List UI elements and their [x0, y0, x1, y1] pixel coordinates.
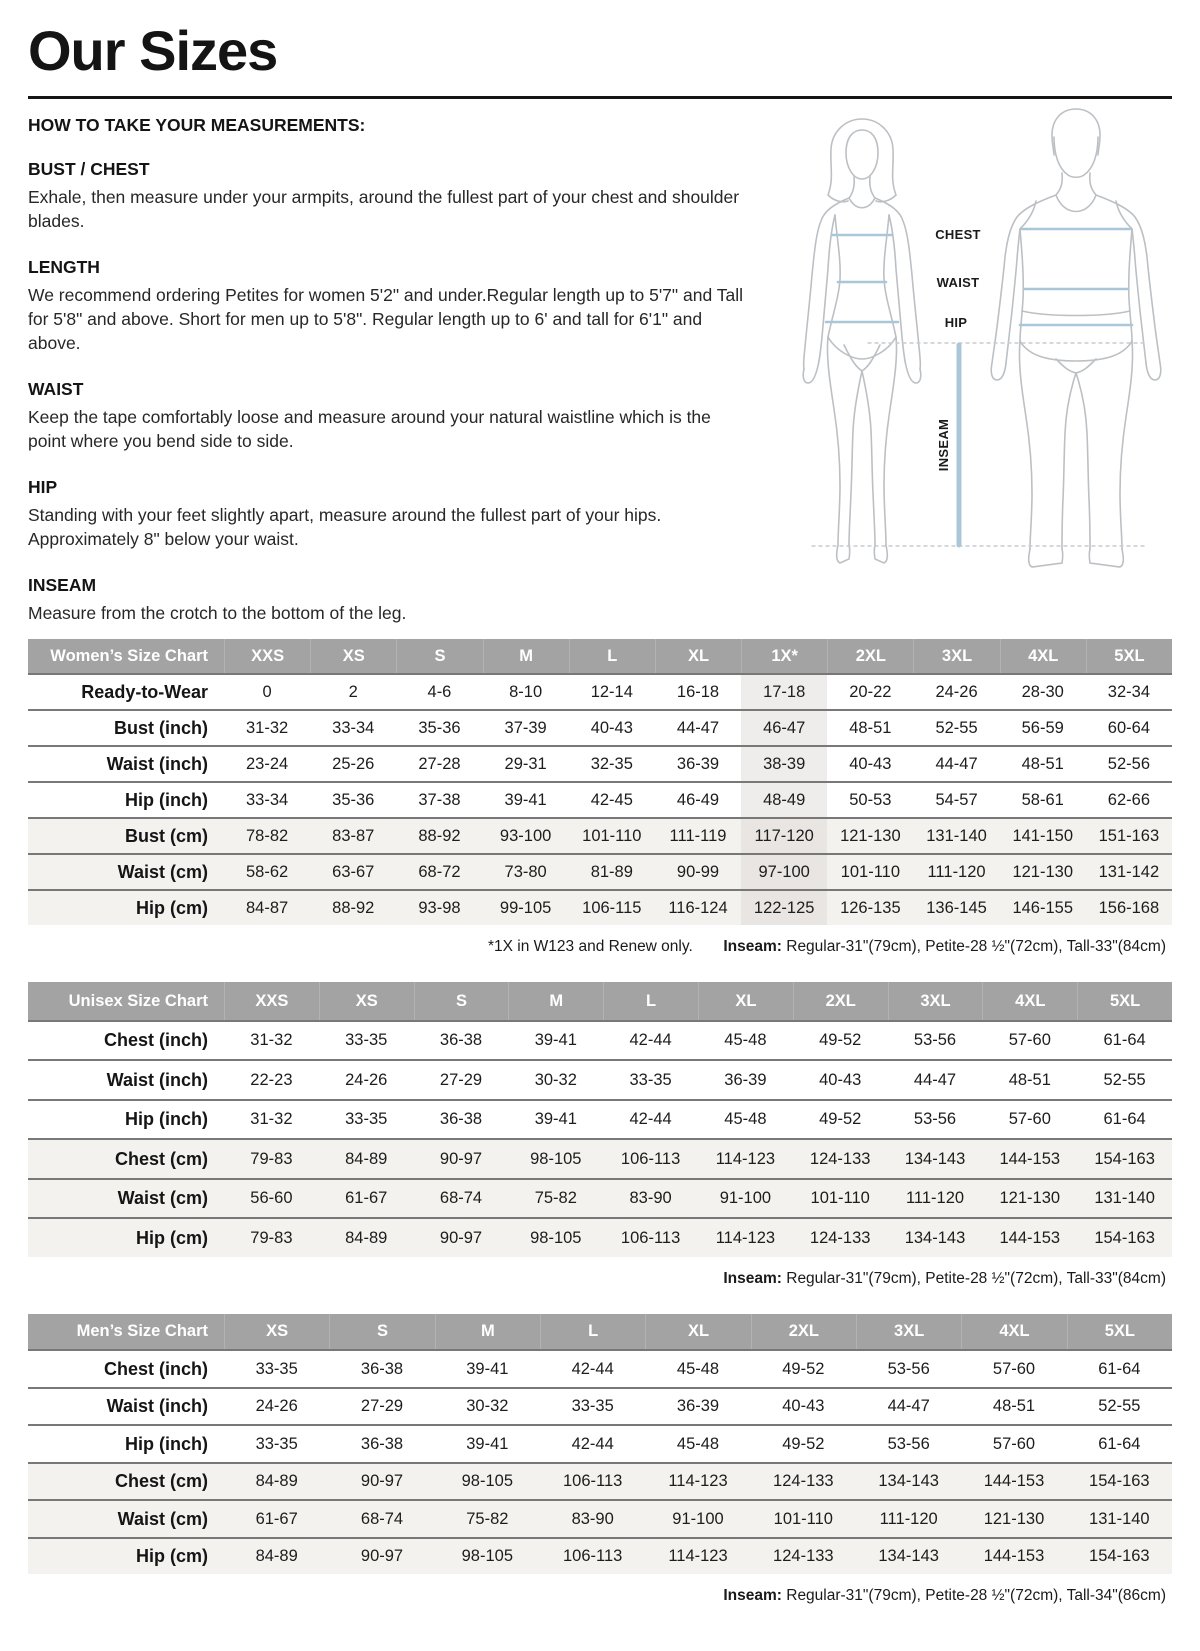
size-cell: 35-36 [310, 781, 396, 817]
size-cell: 124-133 [793, 1217, 888, 1257]
size-cell: 84-87 [224, 889, 310, 925]
size-cell: 45-48 [645, 1424, 750, 1462]
inseam-label: INSEAM [936, 418, 951, 471]
section-title: BUST / CHEST [28, 158, 150, 179]
size-cell: 29-31 [483, 745, 569, 781]
size-cell: 98-105 [508, 1138, 603, 1178]
size-cell: 111-120 [856, 1499, 961, 1537]
size-cell: 33-35 [319, 1020, 414, 1060]
size-cell: 39-41 [508, 1020, 603, 1060]
section-title: LENGTH [28, 256, 100, 277]
row-label: Chest (inch) [28, 1020, 224, 1060]
size-cell: 81-89 [569, 853, 655, 889]
size-cell: 48-49 [741, 781, 827, 817]
size-cell: 17-18 [741, 673, 827, 709]
size-cell: 97-100 [741, 853, 827, 889]
size-cell: 33-34 [224, 781, 310, 817]
size-cell: 79-83 [224, 1217, 319, 1257]
size-cell: 33-35 [224, 1349, 329, 1387]
size-cell: 40-43 [827, 745, 913, 781]
unisex-size-chart [28, 982, 1172, 1294]
size-cell: 24-26 [224, 1387, 329, 1425]
size-cell: 37-38 [396, 781, 482, 817]
size-cell: 90-99 [655, 853, 741, 889]
womens-footnote [28, 925, 1172, 962]
size-cell: 33-35 [540, 1387, 645, 1425]
size-cell: 49-52 [751, 1349, 856, 1387]
inseam-note-text: Regular-31"(79cm), Petite-28 ½"(72cm), Tall-34"(86cm) [781, 1587, 1166, 1605]
size-cell: 44-47 [913, 745, 999, 781]
size-cell: 4-6 [396, 673, 482, 709]
size-column-header: 2XL [793, 982, 888, 1020]
unisex-inseam-note [723, 1270, 1166, 1288]
size-cell: 90-97 [414, 1217, 509, 1257]
size-cell: 44-47 [655, 709, 741, 745]
mens-size-chart [28, 1314, 1172, 1612]
row-label: Waist (inch) [28, 1387, 224, 1425]
size-cell: 124-133 [751, 1462, 856, 1500]
size-cell: 31-32 [224, 1099, 319, 1139]
unisex-footnote [28, 1257, 1172, 1294]
size-cell: 114-123 [698, 1217, 793, 1257]
size-cell: 106-113 [540, 1462, 645, 1500]
size-cell: 121-130 [1000, 853, 1086, 889]
size-cell: 90-97 [329, 1537, 434, 1575]
size-cell: 124-133 [793, 1138, 888, 1178]
size-cell: 22-23 [224, 1059, 319, 1099]
size-cell: 53-56 [856, 1349, 961, 1387]
size-cell: 32-34 [1086, 673, 1172, 709]
size-cell: 84-89 [319, 1138, 414, 1178]
size-cell: 61-64 [1077, 1020, 1172, 1060]
row-label: Ready-to-Wear [28, 673, 224, 709]
size-cell: 35-36 [396, 709, 482, 745]
size-cell: 83-87 [310, 817, 396, 853]
size-cell: 144-153 [961, 1462, 1066, 1500]
size-cell: 101-110 [827, 853, 913, 889]
row-label: Chest (inch) [28, 1349, 224, 1387]
size-cell: 68-74 [329, 1499, 434, 1537]
size-cell: 31-32 [224, 709, 310, 745]
size-cell: 57-60 [982, 1099, 1077, 1139]
size-cell: 42-44 [540, 1349, 645, 1387]
row-label: Bust (cm) [28, 817, 224, 853]
size-cell: 126-135 [827, 889, 913, 925]
size-cell: 84-89 [319, 1217, 414, 1257]
size-cell: 98-105 [508, 1217, 603, 1257]
size-cell: 78-82 [224, 817, 310, 853]
size-cell: 61-64 [1067, 1349, 1172, 1387]
mens-inseam-note [723, 1587, 1166, 1605]
size-cell: 121-130 [961, 1499, 1066, 1537]
size-cell: 91-100 [645, 1499, 750, 1537]
size-cell: 88-92 [396, 817, 482, 853]
size-cell: 90-97 [414, 1138, 509, 1178]
size-cell: 134-143 [856, 1462, 961, 1500]
size-cell: 24-26 [913, 673, 999, 709]
size-cell: 46-47 [741, 709, 827, 745]
table-title: Unisex Size Chart [28, 982, 224, 1020]
measurement-instructions [28, 99, 773, 626]
row-label: Hip (inch) [28, 781, 224, 817]
size-cell: 154-163 [1067, 1462, 1172, 1500]
size-cell: 52-55 [1067, 1387, 1172, 1425]
size-cell: 99-105 [483, 889, 569, 925]
size-cell: 88-92 [310, 889, 396, 925]
size-column-header: L [603, 982, 698, 1020]
size-column-header: 5XL [1077, 982, 1172, 1020]
row-label: Waist (inch) [28, 745, 224, 781]
size-column-header: XL [645, 1314, 750, 1350]
table-title: Women’s Size Chart [28, 639, 224, 673]
size-cell: 75-82 [435, 1499, 540, 1537]
size-cell: 83-90 [540, 1499, 645, 1537]
inseam-note-label: Inseam: [723, 938, 782, 956]
size-cell: 53-56 [888, 1099, 983, 1139]
size-cell: 2 [310, 673, 396, 709]
size-column-header: M [508, 982, 603, 1020]
size-cell: 134-143 [888, 1138, 983, 1178]
size-cell: 136-145 [913, 889, 999, 925]
size-column-header: 5XL [1086, 639, 1172, 673]
size-cell: 39-41 [435, 1349, 540, 1387]
size-cell: 68-72 [396, 853, 482, 889]
instruction-section-inseam [28, 575, 773, 626]
size-column-header: M [483, 639, 569, 673]
body-figures-illustration [756, 93, 1186, 573]
size-cell: 44-47 [888, 1059, 983, 1099]
size-cell: 83-90 [603, 1178, 698, 1218]
size-column-header: XS [319, 982, 414, 1020]
section-body: Measure from the crotch to the bottom of the leg. [28, 602, 407, 623]
size-cell: 75-82 [508, 1178, 603, 1218]
size-cell: 39-41 [435, 1424, 540, 1462]
size-cell: 154-163 [1077, 1138, 1172, 1178]
size-cell: 32-35 [569, 745, 655, 781]
row-label: Hip (cm) [28, 1217, 224, 1257]
size-column-header: S [329, 1314, 434, 1350]
size-cell: 38-39 [741, 745, 827, 781]
size-column-header: S [414, 982, 509, 1020]
size-cell: 31-32 [224, 1020, 319, 1060]
size-cell: 84-89 [224, 1537, 329, 1575]
female-figure-outline [803, 119, 921, 563]
size-cell: 36-38 [414, 1020, 509, 1060]
size-cell: 30-32 [508, 1059, 603, 1099]
size-cell: 49-52 [793, 1099, 888, 1139]
size-column-header: XXS [224, 982, 319, 1020]
size-cell: 114-123 [698, 1138, 793, 1178]
size-cell: 45-48 [645, 1349, 750, 1387]
size-cell: 98-105 [435, 1537, 540, 1575]
row-label: Waist (inch) [28, 1059, 224, 1099]
row-label: Bust (inch) [28, 709, 224, 745]
size-cell: 25-26 [310, 745, 396, 781]
size-column-header: M [435, 1314, 540, 1350]
size-cell: 156-168 [1086, 889, 1172, 925]
size-cell: 36-38 [414, 1099, 509, 1139]
size-cell: 39-41 [483, 781, 569, 817]
size-cell: 53-56 [856, 1424, 961, 1462]
chest-label: CHEST [935, 226, 981, 242]
mens-footnote [28, 1574, 1172, 1611]
size-cell: 12-14 [569, 673, 655, 709]
row-label: Chest (cm) [28, 1138, 224, 1178]
row-label: Waist (cm) [28, 853, 224, 889]
size-cell: 68-74 [414, 1178, 509, 1218]
size-cell: 36-39 [645, 1387, 750, 1425]
size-cell: 39-41 [508, 1099, 603, 1139]
size-cell: 40-43 [569, 709, 655, 745]
size-cell: 73-80 [483, 853, 569, 889]
size-column-header: XXS [224, 639, 310, 673]
size-column-header: 1X* [741, 639, 827, 673]
section-title: INSEAM [28, 574, 97, 595]
size-cell: 111-120 [913, 853, 999, 889]
size-cell: 44-47 [856, 1387, 961, 1425]
size-cell: 46-49 [655, 781, 741, 817]
size-cell: 27-29 [329, 1387, 434, 1425]
size-column-header: 4XL [982, 982, 1077, 1020]
size-cell: 56-60 [224, 1178, 319, 1218]
inseam-note-text: Regular-31"(79cm), Petite-28 ½"(72cm), Tall-33"(84cm) [781, 938, 1166, 956]
size-cell: 61-67 [224, 1499, 329, 1537]
size-column-header: 4XL [961, 1314, 1066, 1350]
size-cell: 154-163 [1067, 1537, 1172, 1575]
size-cell: 48-51 [982, 1059, 1077, 1099]
size-cell: 49-52 [793, 1020, 888, 1060]
size-cell: 106-115 [569, 889, 655, 925]
size-column-header: 3XL [888, 982, 983, 1020]
measurement-diagram [756, 93, 1186, 573]
size-cell: 131-140 [1077, 1178, 1172, 1218]
size-column-header: XL [698, 982, 793, 1020]
size-cell: 114-123 [645, 1462, 750, 1500]
size-cell: 27-29 [414, 1059, 509, 1099]
size-cell: 23-24 [224, 745, 310, 781]
mens-size-chart-table [28, 1314, 1172, 1575]
top-section [28, 99, 1172, 626]
size-cell: 122-125 [741, 889, 827, 925]
size-cell: 45-48 [698, 1020, 793, 1060]
size-cell: 61-64 [1067, 1424, 1172, 1462]
size-cell: 45-48 [698, 1099, 793, 1139]
size-cell: 40-43 [793, 1059, 888, 1099]
size-column-header: 5XL [1067, 1314, 1172, 1350]
size-cell: 124-133 [751, 1537, 856, 1575]
size-cell: 57-60 [961, 1424, 1066, 1462]
instruction-section-hip [28, 477, 773, 552]
section-title: HIP [28, 476, 58, 497]
size-cell: 116-124 [655, 889, 741, 925]
size-cell: 111-119 [655, 817, 741, 853]
size-cell: 42-44 [603, 1099, 698, 1139]
instruction-section-waist [28, 379, 773, 454]
size-cell: 131-142 [1086, 853, 1172, 889]
size-column-header: 3XL [913, 639, 999, 673]
size-cell: 56-59 [1000, 709, 1086, 745]
size-cell: 93-100 [483, 817, 569, 853]
womens-size-chart [28, 639, 1172, 962]
size-cell: 106-113 [540, 1537, 645, 1575]
size-cell: 36-39 [655, 745, 741, 781]
hip-label: HIP [944, 314, 968, 330]
size-column-header: 2XL [751, 1314, 856, 1350]
size-cell: 33-35 [319, 1099, 414, 1139]
size-cell: 58-62 [224, 853, 310, 889]
size-cell: 0 [224, 673, 310, 709]
inseam-note-label: Inseam: [723, 1269, 782, 1287]
size-cell: 84-89 [224, 1462, 329, 1500]
instructions-heading: HOW TO TAKE YOUR MEASUREMENTS: [28, 114, 366, 135]
size-cell: 16-18 [655, 673, 741, 709]
row-label: Hip (inch) [28, 1424, 224, 1462]
size-column-header: 3XL [856, 1314, 961, 1350]
size-column-header: S [396, 639, 482, 673]
size-cell: 121-130 [982, 1178, 1077, 1218]
size-cell: 131-140 [1067, 1499, 1172, 1537]
size-cell: 52-56 [1086, 745, 1172, 781]
womens-1x-note: *1X in W123 and Renew only. [488, 938, 693, 956]
size-cell: 20-22 [827, 673, 913, 709]
size-cell: 141-150 [1000, 817, 1086, 853]
size-cell: 58-61 [1000, 781, 1086, 817]
size-cell: 151-163 [1086, 817, 1172, 853]
size-cell: 57-60 [982, 1020, 1077, 1060]
size-cell: 106-113 [603, 1138, 698, 1178]
size-cell: 101-110 [793, 1178, 888, 1218]
size-cell: 36-38 [329, 1349, 434, 1387]
size-cell: 8-10 [483, 673, 569, 709]
size-column-header: XS [224, 1314, 329, 1350]
size-cell: 48-51 [1000, 745, 1086, 781]
row-label: Waist (cm) [28, 1499, 224, 1537]
size-column-header: L [569, 639, 655, 673]
row-label: Chest (cm) [28, 1462, 224, 1500]
size-cell: 144-153 [982, 1138, 1077, 1178]
size-cell: 42-44 [603, 1020, 698, 1060]
size-cell: 57-60 [961, 1349, 1066, 1387]
size-column-header: XS [310, 639, 396, 673]
size-cell: 131-140 [913, 817, 999, 853]
size-cell: 60-64 [1086, 709, 1172, 745]
size-cell: 134-143 [888, 1217, 983, 1257]
size-cell: 90-97 [329, 1462, 434, 1500]
unisex-size-chart-table [28, 982, 1172, 1257]
size-column-header: 2XL [827, 639, 913, 673]
size-cell: 27-28 [396, 745, 482, 781]
row-label: Hip (inch) [28, 1099, 224, 1139]
size-cell: 93-98 [396, 889, 482, 925]
size-cell: 91-100 [698, 1178, 793, 1218]
size-cell: 40-43 [751, 1387, 856, 1425]
size-cell: 37-39 [483, 709, 569, 745]
page-title: Our Sizes [28, 19, 278, 82]
size-column-header: 4XL [1000, 639, 1086, 673]
row-label: Hip (cm) [28, 889, 224, 925]
size-cell: 50-53 [827, 781, 913, 817]
size-cell: 42-44 [540, 1424, 645, 1462]
size-cell: 30-32 [435, 1387, 540, 1425]
size-cell: 79-83 [224, 1138, 319, 1178]
male-figure-outline [991, 109, 1161, 567]
size-cell: 24-26 [319, 1059, 414, 1099]
section-body: Standing with your feet slightly apart, measure around the fullest part of your hips. Approximately 8" below your waist. [28, 504, 662, 549]
section-body: We recommend ordering Petites for women 5'2" and under.Regular length up to 5'7" and Tall for 5'8" and above. Short for men up to 5'8". Regular length up to 6' and tall for 6'1" and above. [28, 284, 743, 353]
instruction-section-bust [28, 159, 773, 234]
size-cell: 106-113 [603, 1217, 698, 1257]
inseam-note-text: Regular-31"(79cm), Petite-28 ½"(72cm), Tall-33"(84cm) [781, 1269, 1166, 1287]
size-cell: 52-55 [913, 709, 999, 745]
size-cell: 33-35 [603, 1059, 698, 1099]
table-title: Men’s Size Chart [28, 1314, 224, 1350]
section-title: WAIST [28, 378, 84, 399]
size-column-header: L [540, 1314, 645, 1350]
size-cell: 144-153 [961, 1537, 1066, 1575]
size-cell: 121-130 [827, 817, 913, 853]
size-column-header: XL [655, 639, 741, 673]
size-cell: 49-52 [751, 1424, 856, 1462]
size-cell: 52-55 [1077, 1059, 1172, 1099]
inseam-note-label: Inseam: [723, 1587, 782, 1605]
size-cell: 33-35 [224, 1424, 329, 1462]
size-cell: 61-64 [1077, 1099, 1172, 1139]
section-body: Keep the tape comfortably loose and measure around your natural waistline which is the point where you bend side to side. [28, 406, 711, 451]
size-cell: 48-51 [961, 1387, 1066, 1425]
row-label: Waist (cm) [28, 1178, 224, 1218]
size-cell: 36-38 [329, 1424, 434, 1462]
size-cell: 146-155 [1000, 889, 1086, 925]
section-body: Exhale, then measure under your armpits, around the fullest part of your chest and shoulder blades. [28, 186, 740, 231]
size-cell: 28-30 [1000, 673, 1086, 709]
size-cell: 42-45 [569, 781, 655, 817]
size-cell: 111-120 [888, 1178, 983, 1218]
size-cell: 48-51 [827, 709, 913, 745]
size-cell: 53-56 [888, 1020, 983, 1060]
size-cell: 36-39 [698, 1059, 793, 1099]
size-cell: 154-163 [1077, 1217, 1172, 1257]
size-cell: 54-57 [913, 781, 999, 817]
womens-inseam-note [723, 938, 1166, 956]
size-cell: 144-153 [982, 1217, 1077, 1257]
row-label: Hip (cm) [28, 1537, 224, 1575]
instruction-section-length [28, 257, 773, 356]
size-cell: 117-120 [741, 817, 827, 853]
womens-size-chart-table [28, 639, 1172, 925]
size-cell: 101-110 [751, 1499, 856, 1537]
size-cell: 63-67 [310, 853, 396, 889]
size-cell: 98-105 [435, 1462, 540, 1500]
size-cell: 134-143 [856, 1537, 961, 1575]
size-cell: 101-110 [569, 817, 655, 853]
size-cell: 33-34 [310, 709, 396, 745]
size-cell: 62-66 [1086, 781, 1172, 817]
size-cell: 61-67 [319, 1178, 414, 1218]
waist-label: WAIST [936, 274, 980, 290]
size-cell: 114-123 [645, 1537, 750, 1575]
